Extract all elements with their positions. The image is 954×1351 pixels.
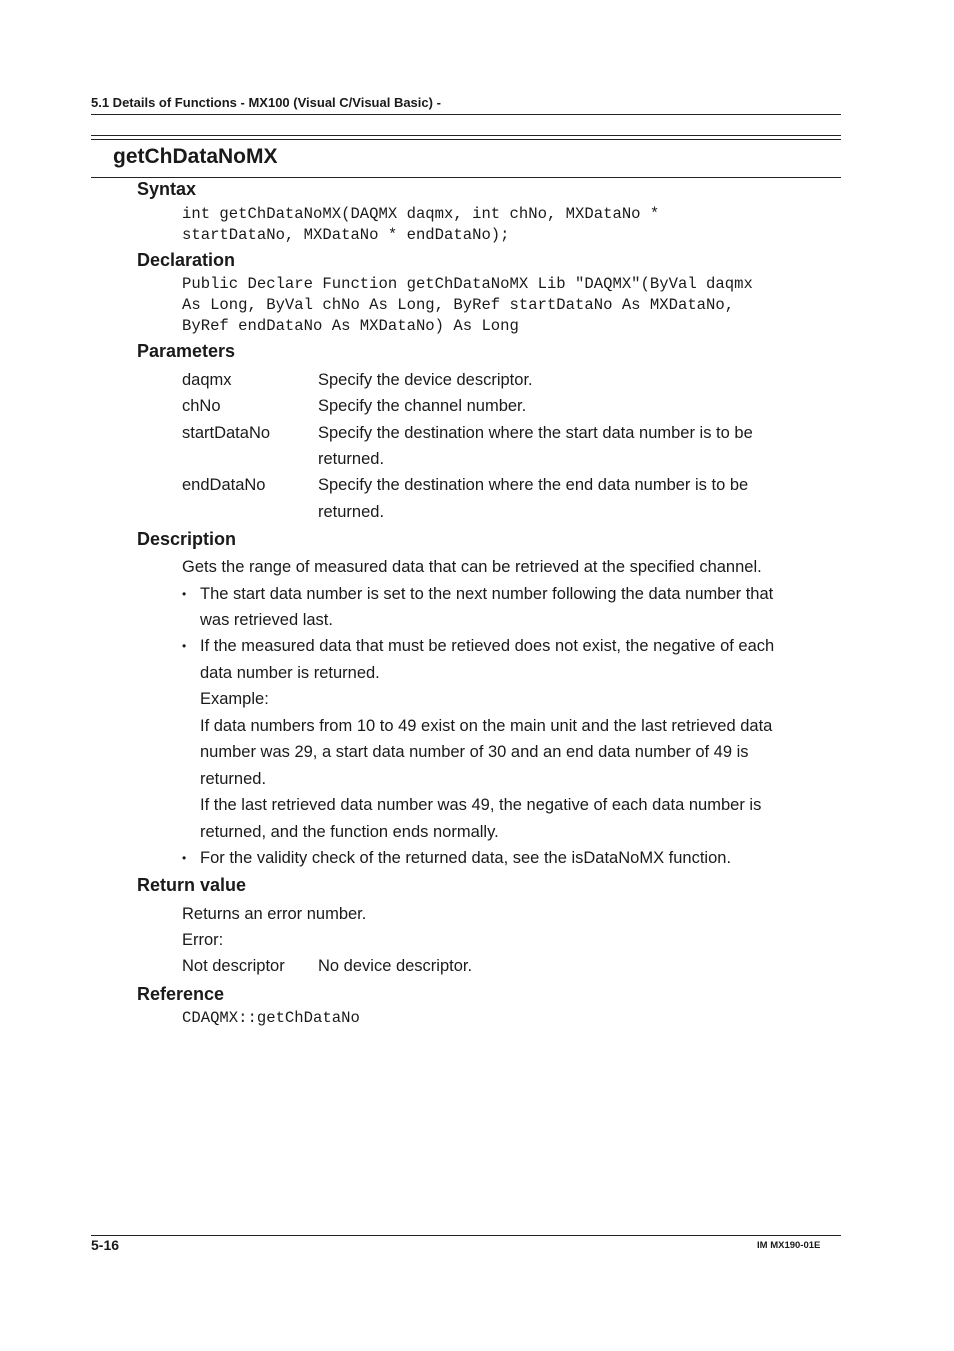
param-name: endDataNo xyxy=(182,476,266,494)
error-desc: No device descriptor. xyxy=(318,957,473,975)
bullet-text: For the validity check of the returned data, see the isDataNoMX function. xyxy=(200,849,732,867)
title-rule-top xyxy=(91,135,841,136)
param-name: chNo xyxy=(182,397,221,415)
declaration-line: ByRef endDataNo As MXDataNo) As Long xyxy=(182,317,519,335)
syntax-line: int getChDataNoMX(DAQMX daqmx, int chNo, MXDataNo * xyxy=(182,205,660,223)
bullet-text: was retrieved last. xyxy=(200,611,333,629)
bullet-text: If the last retrieved data number was 49, the negative of each data number is xyxy=(200,796,762,814)
param-desc: returned. xyxy=(318,503,385,521)
bullet-text: Example: xyxy=(200,690,269,708)
return-value-heading: Return value xyxy=(137,875,247,895)
function-title: getChDataNoMX xyxy=(113,145,278,168)
footer-rule xyxy=(91,1235,841,1236)
param-desc: Specify the channel number. xyxy=(318,397,527,415)
parameters-heading: Parameters xyxy=(137,341,236,361)
title-rule-bottom xyxy=(91,177,841,178)
bullet-text: The start data number is set to the next number following the data number that xyxy=(200,585,774,603)
page-number: 5-16 xyxy=(91,1237,120,1253)
header-rule xyxy=(91,114,841,115)
syntax-heading: Syntax xyxy=(137,179,197,199)
bullet-marker: • xyxy=(182,851,187,865)
error-name: Not descriptor xyxy=(182,957,285,975)
bullet-marker: • xyxy=(182,587,187,601)
param-desc: Specify the device descriptor. xyxy=(318,371,533,389)
bullet-text: number was 29, a start data number of 30 and an end data number of 49 is xyxy=(200,743,749,761)
reference-code: CDAQMX::getChDataNo xyxy=(182,1009,360,1027)
bullet-text: If the measured data that must be retieved does not exist, the negative of each xyxy=(200,637,775,655)
bullet-text: data number is returned. xyxy=(200,664,380,682)
doc-id: IM MX190-01E xyxy=(757,1240,821,1251)
description-heading: Description xyxy=(137,529,237,549)
reference-heading: Reference xyxy=(137,984,225,1004)
param-desc: Specify the destination where the end data number is to be xyxy=(318,476,749,494)
bullet-marker: • xyxy=(182,639,187,653)
syntax-line: startDataNo, MXDataNo * endDataNo); xyxy=(182,226,510,244)
declaration-heading: Declaration xyxy=(137,250,236,270)
param-name: startDataNo xyxy=(182,424,271,442)
param-desc: Specify the destination where the start data number is to be xyxy=(318,424,753,442)
running-head: 5.1 Details of Functions - MX100 (Visual C/Visual Basic) - xyxy=(91,95,441,110)
description-intro: Gets the range of measured data that can be retrieved at the specified channel. xyxy=(182,558,762,576)
title-rule-top-2 xyxy=(91,139,841,140)
bullet-text: If data numbers from 10 to 49 exist on the main unit and the last retrieved data xyxy=(200,717,773,735)
bullet-text: returned, and the function ends normally. xyxy=(200,823,499,841)
return-value-text: Returns an error number. xyxy=(182,905,367,923)
param-name: daqmx xyxy=(182,371,232,389)
declaration-line: Public Declare Function getChDataNoMX Lib "DAQMX"(ByVal daqmx xyxy=(182,275,753,293)
bullet-text: returned. xyxy=(200,770,267,788)
return-value-text: Error: xyxy=(182,931,224,949)
declaration-line: As Long, ByVal chNo As Long, ByRef startDataNo As MXDataNo, xyxy=(182,296,735,314)
param-desc: returned. xyxy=(318,450,385,468)
